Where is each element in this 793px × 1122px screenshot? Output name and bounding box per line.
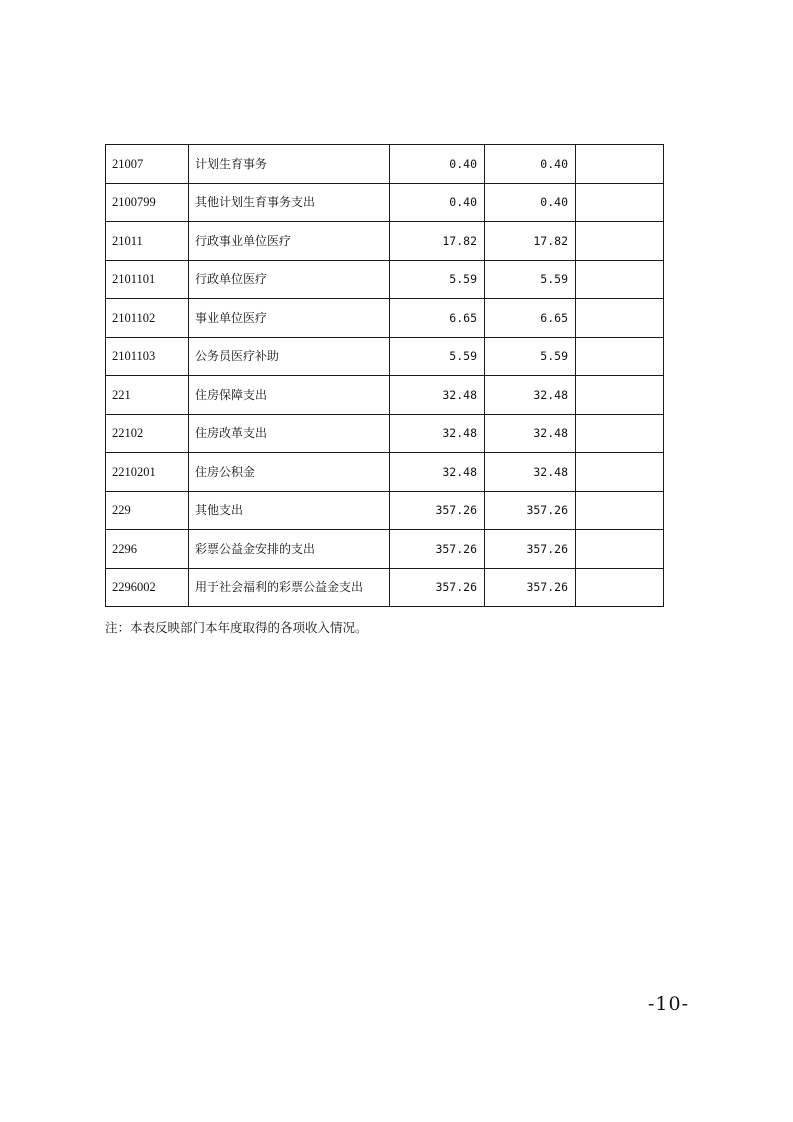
cell-code: 2101101 bbox=[106, 260, 189, 299]
cell-amount-1: 357.26 bbox=[390, 568, 485, 607]
cell-amount-3 bbox=[576, 414, 664, 453]
table-row bbox=[106, 183, 664, 222]
cell-amount-2: 17.82 bbox=[485, 222, 576, 261]
table-row bbox=[106, 491, 664, 530]
table-row bbox=[106, 453, 664, 492]
cell-code: 2210201 bbox=[106, 453, 189, 492]
table-row bbox=[106, 414, 664, 453]
table-row bbox=[106, 145, 664, 184]
table-row bbox=[106, 299, 664, 338]
cell-amount-3 bbox=[576, 530, 664, 569]
cell-amount-2: 0.40 bbox=[485, 145, 576, 184]
cell-amount-3 bbox=[576, 145, 664, 184]
cell-amount-2: 32.48 bbox=[485, 453, 576, 492]
cell-amount-3 bbox=[576, 568, 664, 607]
cell-amount-1: 357.26 bbox=[390, 530, 485, 569]
table-body bbox=[106, 145, 664, 607]
cell-amount-1: 6.65 bbox=[390, 299, 485, 338]
cell-code: 21007 bbox=[106, 145, 189, 184]
cell-amount-3 bbox=[576, 222, 664, 261]
cell-amount-1: 5.59 bbox=[390, 337, 485, 376]
cell-amount-2: 5.59 bbox=[485, 260, 576, 299]
cell-code: 229 bbox=[106, 491, 189, 530]
cell-amount-2: 357.26 bbox=[485, 491, 576, 530]
cell-name: 行政事业单位医疗 bbox=[189, 222, 390, 261]
cell-name: 用于社会福利的彩票公益金支出 bbox=[189, 568, 390, 607]
cell-amount-3 bbox=[576, 299, 664, 338]
cell-code: 2296 bbox=[106, 530, 189, 569]
cell-name: 计划生育事务 bbox=[189, 145, 390, 184]
cell-name: 其他计划生育事务支出 bbox=[189, 183, 390, 222]
cell-amount-1: 357.26 bbox=[390, 491, 485, 530]
cell-amount-3 bbox=[576, 183, 664, 222]
cell-amount-2: 32.48 bbox=[485, 376, 576, 415]
cell-code: 21011 bbox=[106, 222, 189, 261]
cell-name: 彩票公益金安排的支出 bbox=[189, 530, 390, 569]
cell-amount-1: 17.82 bbox=[390, 222, 485, 261]
cell-amount-1: 32.48 bbox=[390, 453, 485, 492]
cell-amount-3 bbox=[576, 491, 664, 530]
cell-code: 2296002 bbox=[106, 568, 189, 607]
cell-amount-1: 0.40 bbox=[390, 145, 485, 184]
table-row bbox=[106, 530, 664, 569]
cell-code: 221 bbox=[106, 376, 189, 415]
table-note: 注：本表反映部门本年度取得的各项收入情况。 bbox=[105, 620, 368, 635]
cell-amount-2: 357.26 bbox=[485, 530, 576, 569]
cell-amount-2: 5.59 bbox=[485, 337, 576, 376]
cell-amount-1: 5.59 bbox=[390, 260, 485, 299]
page-number: -10- bbox=[648, 993, 690, 1015]
cell-code: 2101102 bbox=[106, 299, 189, 338]
cell-code: 22102 bbox=[106, 414, 189, 453]
cell-name: 住房公积金 bbox=[189, 453, 390, 492]
cell-name: 住房保障支出 bbox=[189, 376, 390, 415]
cell-amount-1: 32.48 bbox=[390, 376, 485, 415]
cell-amount-3 bbox=[576, 376, 664, 415]
cell-name: 事业单位医疗 bbox=[189, 299, 390, 338]
budget-table bbox=[105, 144, 664, 607]
table-row bbox=[106, 337, 664, 376]
cell-amount-2: 357.26 bbox=[485, 568, 576, 607]
cell-amount-1: 0.40 bbox=[390, 183, 485, 222]
table-row bbox=[106, 568, 664, 607]
cell-amount-1: 32.48 bbox=[390, 414, 485, 453]
table-row bbox=[106, 260, 664, 299]
cell-amount-2: 32.48 bbox=[485, 414, 576, 453]
cell-amount-3 bbox=[576, 337, 664, 376]
cell-amount-3 bbox=[576, 453, 664, 492]
cell-amount-3 bbox=[576, 260, 664, 299]
table-row bbox=[106, 376, 664, 415]
cell-code: 2101103 bbox=[106, 337, 189, 376]
cell-name: 公务员医疗补助 bbox=[189, 337, 390, 376]
table-row bbox=[106, 222, 664, 261]
cell-name: 行政单位医疗 bbox=[189, 260, 390, 299]
cell-name: 住房改革支出 bbox=[189, 414, 390, 453]
cell-name: 其他支出 bbox=[189, 491, 390, 530]
cell-code: 2100799 bbox=[106, 183, 189, 222]
cell-amount-2: 6.65 bbox=[485, 299, 576, 338]
cell-amount-2: 0.40 bbox=[485, 183, 576, 222]
